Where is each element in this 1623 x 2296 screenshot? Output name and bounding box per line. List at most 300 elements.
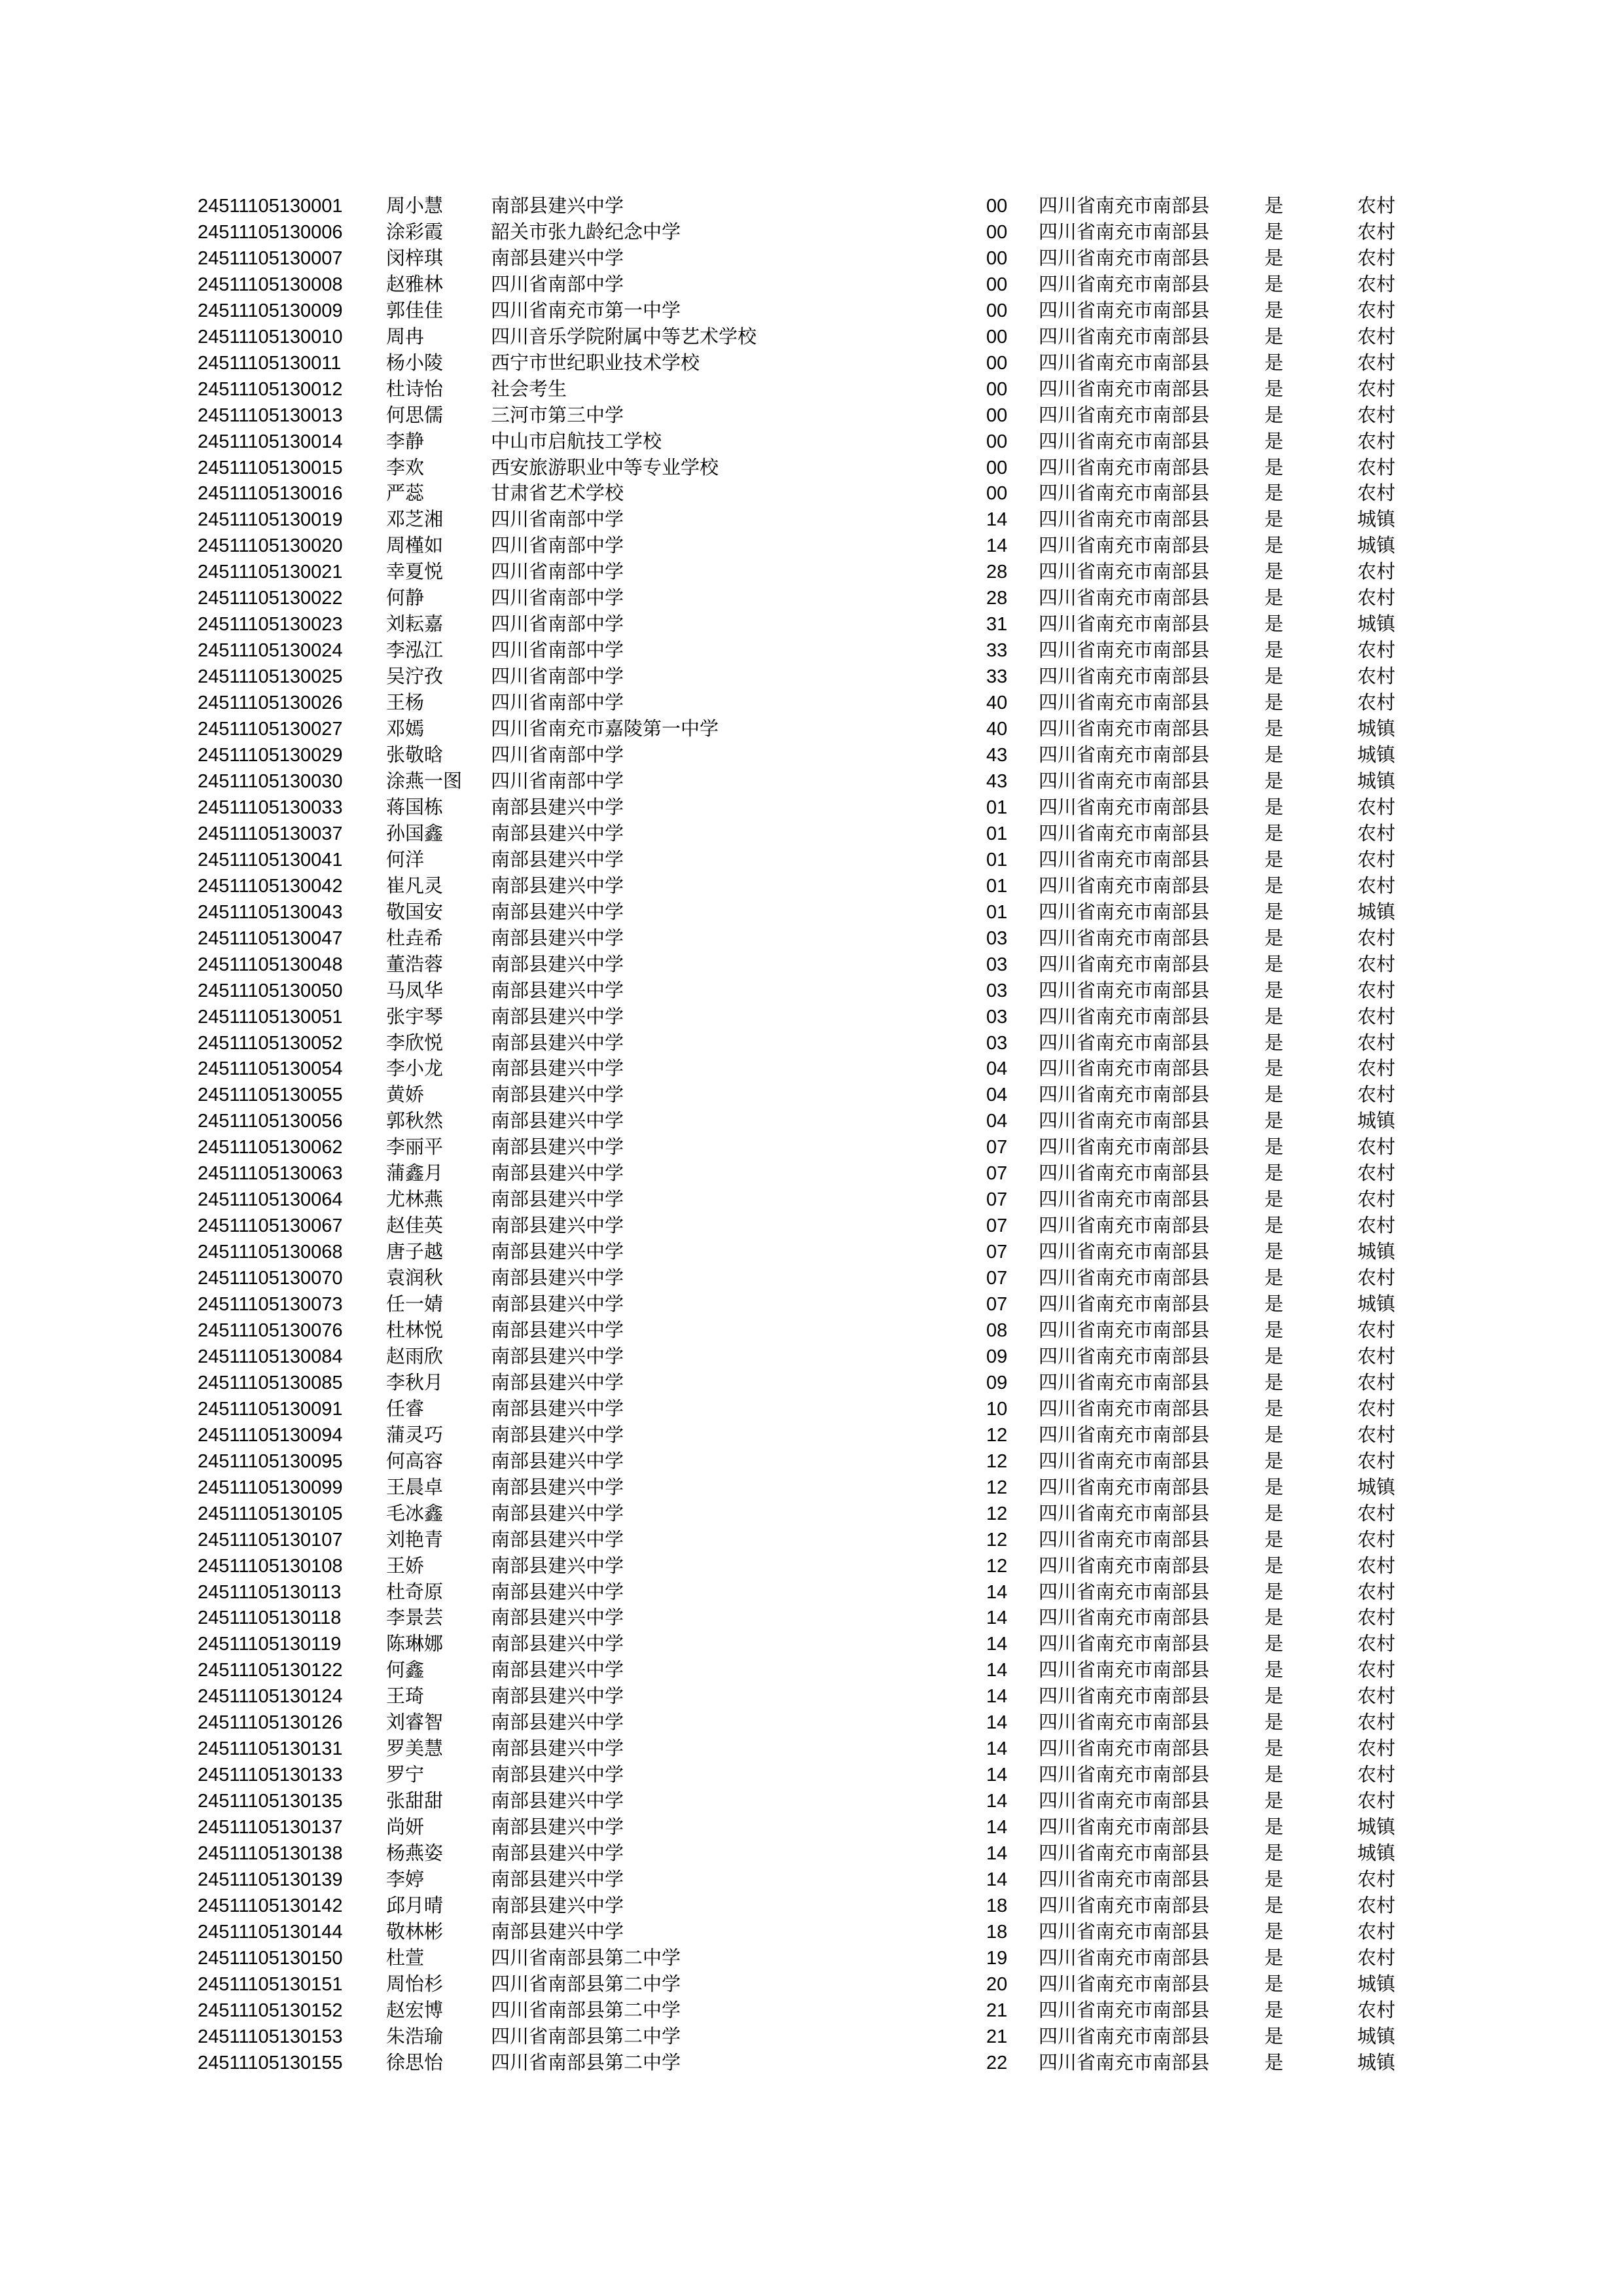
residence-cell: 四川省南充市南部县 — [1039, 1450, 1210, 1472]
residence-cell: 四川省南充市南部县 — [1039, 404, 1210, 426]
category-code-cell: 00 — [986, 457, 1008, 478]
eligibility-flag-cell: 是 — [1264, 1268, 1284, 1289]
household-type-cell: 农村 — [1357, 326, 1396, 348]
table-row — [198, 298, 1410, 325]
eligibility-flag-cell: 是 — [1264, 1398, 1284, 1420]
household-type-cell: 农村 — [1357, 1058, 1396, 1080]
school-name-cell: 西安旅游职业中等专业学校 — [491, 457, 719, 478]
eligibility-flag-cell: 是 — [1264, 1372, 1284, 1393]
table-row — [198, 456, 1410, 482]
school-name-cell: 南部县建兴中学 — [491, 875, 624, 897]
student-name-cell: 蒲灵巧 — [386, 1424, 444, 1446]
table-row — [198, 821, 1410, 848]
school-name-cell: 南部县建兴中学 — [491, 1477, 624, 1498]
student-id-cell: 24511105130144 — [198, 1921, 343, 1943]
school-name-cell: 四川省南部中学 — [491, 562, 624, 583]
residence-cell: 四川省南充市南部县 — [1039, 927, 1210, 949]
household-type-cell: 农村 — [1357, 274, 1396, 295]
student-id-cell: 24511105130048 — [198, 954, 343, 975]
household-type-cell: 农村 — [1357, 1215, 1396, 1237]
table-row — [198, 429, 1410, 456]
student-name-cell: 马凤华 — [386, 980, 444, 1001]
student-name-cell: 敬林彬 — [386, 1921, 444, 1943]
school-name-cell: 南部县建兴中学 — [491, 1869, 624, 1890]
eligibility-flag-cell: 是 — [1264, 378, 1284, 400]
student-id-cell: 24511105130043 — [198, 901, 343, 923]
household-type-cell: 农村 — [1357, 666, 1396, 688]
eligibility-flag-cell: 是 — [1264, 1242, 1284, 1263]
eligibility-flag-cell: 是 — [1264, 1765, 1284, 1786]
household-type-cell: 农村 — [1357, 875, 1396, 897]
eligibility-flag-cell: 是 — [1264, 901, 1284, 923]
household-type-cell: 农村 — [1357, 1791, 1396, 1812]
table-row — [198, 1187, 1410, 1213]
residence-cell: 四川省南充市南部县 — [1039, 1163, 1210, 1185]
student-id-cell: 24511105130052 — [198, 1032, 343, 1054]
school-name-cell: 南部县建兴中学 — [491, 1032, 624, 1054]
eligibility-flag-cell: 是 — [1264, 1921, 1284, 1943]
category-code-cell: 14 — [986, 1634, 1008, 1655]
household-type-cell: 农村 — [1357, 1032, 1396, 1054]
school-name-cell: 南部县建兴中学 — [491, 1921, 624, 1943]
school-name-cell: 南部县建兴中学 — [491, 1817, 624, 1839]
table-row — [198, 1083, 1410, 1109]
student-id-cell: 24511105130012 — [198, 378, 343, 400]
residence-cell: 四川省南充市南部县 — [1039, 980, 1210, 1001]
student-id-cell: 24511105130029 — [198, 745, 343, 766]
residence-cell: 四川省南充市南部县 — [1039, 300, 1210, 321]
student-name-cell: 吴泞孜 — [386, 666, 444, 688]
eligibility-flag-cell: 是 — [1264, 614, 1284, 636]
student-id-cell: 24511105130019 — [198, 509, 343, 531]
household-type-cell: 农村 — [1357, 1634, 1396, 1655]
residence-cell: 四川省南充市南部县 — [1039, 509, 1210, 531]
eligibility-flag-cell: 是 — [1264, 326, 1284, 348]
category-code-cell: 03 — [986, 1006, 1008, 1028]
residence-cell: 四川省南充市南部县 — [1039, 1895, 1210, 1916]
student-id-cell: 24511105130107 — [198, 1529, 343, 1551]
category-code-cell: 00 — [986, 483, 1008, 505]
household-type-cell: 城镇 — [1357, 745, 1396, 766]
eligibility-flag-cell: 是 — [1264, 1555, 1284, 1577]
student-id-cell: 24511105130063 — [198, 1163, 343, 1185]
table-row — [198, 1789, 1410, 1815]
student-name-cell: 任睿 — [386, 1398, 425, 1420]
table-row — [198, 246, 1410, 272]
category-code-cell: 14 — [986, 1817, 1008, 1839]
eligibility-flag-cell: 是 — [1264, 1581, 1284, 1603]
eligibility-flag-cell: 是 — [1264, 562, 1284, 583]
category-code-cell: 01 — [986, 849, 1008, 870]
category-code-cell: 00 — [986, 274, 1008, 295]
student-id-cell: 24511105130037 — [198, 823, 343, 844]
table-row — [198, 351, 1410, 377]
table-row — [198, 377, 1410, 403]
eligibility-flag-cell: 是 — [1264, 875, 1284, 897]
residence-cell: 四川省南充市南部县 — [1039, 666, 1210, 688]
residence-cell: 四川省南充市南部县 — [1039, 196, 1210, 217]
household-type-cell: 农村 — [1357, 562, 1396, 583]
student-name-cell: 李欢 — [386, 457, 425, 478]
eligibility-flag-cell: 是 — [1264, 1032, 1284, 1054]
household-type-cell: 农村 — [1357, 640, 1396, 662]
residence-cell: 四川省南充市南部县 — [1039, 1111, 1210, 1132]
category-code-cell: 07 — [986, 1163, 1008, 1185]
student-id-cell: 24511105130091 — [198, 1398, 343, 1420]
eligibility-flag-cell: 是 — [1264, 1791, 1284, 1812]
student-name-cell: 尚妍 — [386, 1817, 425, 1839]
category-code-cell: 04 — [986, 1085, 1008, 1106]
category-code-cell: 01 — [986, 797, 1008, 818]
student-name-cell: 朱浩瑜 — [386, 2026, 444, 2047]
school-name-cell: 南部县建兴中学 — [491, 1058, 624, 1080]
residence-cell: 四川省南充市南部县 — [1039, 326, 1210, 348]
category-code-cell: 07 — [986, 1294, 1008, 1316]
eligibility-flag-cell: 是 — [1264, 1607, 1284, 1629]
residence-cell: 四川省南充市南部县 — [1039, 954, 1210, 975]
student-id-cell: 24511105130084 — [198, 1346, 343, 1367]
category-code-cell: 31 — [986, 614, 1008, 636]
table-row — [198, 612, 1410, 638]
school-name-cell: 四川省南部中学 — [491, 535, 624, 557]
student-id-cell: 24511105130108 — [198, 1555, 343, 1577]
student-id-cell: 24511105130051 — [198, 1006, 343, 1028]
household-type-cell: 农村 — [1357, 980, 1396, 1001]
table-row — [198, 1161, 1410, 1187]
student-name-cell: 崔凡灵 — [386, 875, 444, 897]
category-code-cell: 08 — [986, 1319, 1008, 1341]
student-name-cell: 杜诗怡 — [386, 378, 444, 400]
school-name-cell: 四川省南部中学 — [491, 666, 624, 688]
residence-cell: 四川省南充市南部县 — [1039, 1477, 1210, 1498]
household-type-cell: 农村 — [1357, 823, 1396, 844]
school-name-cell: 四川省南部县第二中学 — [491, 2026, 681, 2047]
residence-cell: 四川省南充市南部县 — [1039, 1581, 1210, 1603]
eligibility-flag-cell: 是 — [1264, 483, 1284, 505]
table-row — [198, 1972, 1410, 1998]
student-name-cell: 李婷 — [386, 1869, 425, 1890]
residence-cell: 四川省南充市南部县 — [1039, 588, 1210, 609]
eligibility-flag-cell: 是 — [1264, 535, 1284, 557]
student-id-cell: 24511105130135 — [198, 1791, 343, 1812]
student-name-cell: 徐思怡 — [386, 2052, 444, 2073]
residence-cell: 四川省南充市南部县 — [1039, 1686, 1210, 1708]
student-name-cell: 何鑫 — [386, 1660, 425, 1681]
category-code-cell: 40 — [986, 719, 1008, 740]
household-type-cell: 农村 — [1357, 954, 1396, 975]
household-type-cell: 农村 — [1357, 1555, 1396, 1577]
school-name-cell: 四川省南部县第二中学 — [491, 1947, 681, 1969]
school-name-cell: 南部县建兴中学 — [491, 1163, 624, 1185]
category-code-cell: 07 — [986, 1137, 1008, 1158]
residence-cell: 四川省南充市南部县 — [1039, 1424, 1210, 1446]
school-name-cell: 四川省南部中学 — [491, 770, 624, 792]
student-name-cell: 幸夏悦 — [386, 562, 444, 583]
table-row — [198, 1056, 1410, 1083]
category-code-cell: 22 — [986, 2052, 1008, 2073]
household-type-cell: 农村 — [1357, 1319, 1396, 1341]
category-code-cell: 14 — [986, 1712, 1008, 1734]
category-code-cell: 00 — [986, 378, 1008, 400]
school-name-cell: 四川省南充市嘉陵第一中学 — [491, 719, 719, 740]
student-name-cell: 刘艳青 — [386, 1529, 444, 1551]
school-name-cell: 南部县建兴中学 — [491, 797, 624, 818]
household-type-cell: 农村 — [1357, 849, 1396, 870]
student-name-cell: 王娇 — [386, 1555, 425, 1577]
eligibility-flag-cell: 是 — [1264, 640, 1284, 662]
category-code-cell: 12 — [986, 1477, 1008, 1498]
household-type-cell: 城镇 — [1357, 614, 1396, 636]
student-name-cell: 邓嫣 — [386, 719, 425, 740]
table-row — [198, 717, 1410, 743]
eligibility-flag-cell: 是 — [1264, 719, 1284, 740]
household-type-cell: 农村 — [1357, 1006, 1396, 1028]
eligibility-flag-cell: 是 — [1264, 1189, 1284, 1211]
category-code-cell: 18 — [986, 1921, 1008, 1943]
student-name-cell: 闵梓琪 — [386, 247, 444, 269]
student-name-cell: 杜奇原 — [386, 1581, 444, 1603]
category-code-cell: 14 — [986, 1686, 1008, 1708]
household-type-cell: 城镇 — [1357, 1111, 1396, 1132]
category-code-cell: 04 — [986, 1058, 1008, 1080]
school-name-cell: 南部县建兴中学 — [491, 1791, 624, 1812]
household-type-cell: 城镇 — [1357, 901, 1396, 923]
eligibility-flag-cell: 是 — [1264, 1817, 1284, 1839]
household-type-cell: 农村 — [1357, 1947, 1396, 1969]
category-code-cell: 43 — [986, 745, 1008, 766]
category-code-cell: 20 — [986, 1973, 1008, 1995]
table-row — [198, 507, 1410, 533]
eligibility-flag-cell: 是 — [1264, 1319, 1284, 1341]
student-name-cell: 罗宁 — [386, 1765, 425, 1786]
eligibility-flag-cell: 是 — [1264, 1895, 1284, 1916]
student-id-cell: 24511105130122 — [198, 1660, 343, 1681]
student-name-cell: 罗美慧 — [386, 1738, 444, 1760]
table-row — [198, 1292, 1410, 1318]
table-row — [198, 220, 1410, 246]
category-code-cell: 14 — [986, 509, 1008, 531]
category-code-cell: 00 — [986, 404, 1008, 426]
household-type-cell: 城镇 — [1357, 1242, 1396, 1263]
student-id-cell: 24511105130007 — [198, 247, 343, 269]
category-code-cell: 00 — [986, 221, 1008, 243]
eligibility-flag-cell: 是 — [1264, 1294, 1284, 1316]
category-code-cell: 14 — [986, 1843, 1008, 1865]
student-id-cell: 24511105130022 — [198, 588, 343, 609]
eligibility-flag-cell: 是 — [1264, 770, 1284, 792]
eligibility-flag-cell: 是 — [1264, 1450, 1284, 1472]
table-row — [198, 1005, 1410, 1031]
residence-cell: 四川省南充市南部县 — [1039, 692, 1210, 714]
table-row — [198, 586, 1410, 612]
residence-cell: 四川省南充市南部县 — [1039, 1319, 1210, 1341]
eligibility-flag-cell: 是 — [1264, 2052, 1284, 2073]
eligibility-flag-cell: 是 — [1264, 1686, 1284, 1708]
school-name-cell: 四川省南部中学 — [491, 274, 624, 295]
student-name-cell: 赵宏博 — [386, 2000, 444, 2021]
household-type-cell: 城镇 — [1357, 535, 1396, 557]
student-id-cell: 24511105130068 — [198, 1242, 343, 1263]
student-id-cell: 24511105130076 — [198, 1319, 343, 1341]
table-row — [198, 664, 1410, 691]
school-name-cell: 南部县建兴中学 — [491, 1319, 624, 1341]
table-row — [198, 1371, 1410, 1397]
eligibility-flag-cell: 是 — [1264, 1738, 1284, 1760]
eligibility-flag-cell: 是 — [1264, 1137, 1284, 1158]
school-name-cell: 南部县建兴中学 — [491, 196, 624, 217]
student-id-cell: 24511105130150 — [198, 1947, 343, 1969]
eligibility-flag-cell: 是 — [1264, 1085, 1284, 1106]
household-type-cell: 农村 — [1357, 927, 1396, 949]
student-id-cell: 24511105130041 — [198, 849, 343, 870]
student-id-cell: 24511105130009 — [198, 300, 343, 321]
student-name-cell: 杜萱 — [386, 1947, 425, 1969]
residence-cell: 四川省南充市南部县 — [1039, 1137, 1210, 1158]
student-id-cell: 24511105130094 — [198, 1424, 343, 1446]
student-id-cell: 24511105130073 — [198, 1294, 343, 1316]
eligibility-flag-cell: 是 — [1264, 457, 1284, 478]
student-id-cell: 24511105130055 — [198, 1085, 343, 1106]
table-row — [198, 1397, 1410, 1423]
table-row — [198, 900, 1410, 926]
table-row — [198, 533, 1410, 560]
household-type-cell: 城镇 — [1357, 1477, 1396, 1498]
residence-cell: 四川省南充市南部县 — [1039, 378, 1210, 400]
residence-cell: 四川省南充市南部县 — [1039, 1032, 1210, 1054]
student-id-cell: 24511105130016 — [198, 483, 343, 505]
student-id-cell: 24511105130118 — [198, 1607, 342, 1629]
table-row — [198, 194, 1410, 220]
household-type-cell: 农村 — [1357, 457, 1396, 478]
category-code-cell: 04 — [986, 1111, 1008, 1132]
category-code-cell: 10 — [986, 1398, 1008, 1420]
table-row — [198, 2024, 1410, 2051]
household-type-cell: 农村 — [1357, 1450, 1396, 1472]
student-id-cell: 24511105130095 — [198, 1450, 343, 1472]
household-type-cell: 农村 — [1357, 1268, 1396, 1289]
table-row — [198, 848, 1410, 874]
student-id-cell: 24511105130013 — [198, 404, 343, 426]
household-type-cell: 农村 — [1357, 1085, 1396, 1106]
eligibility-flag-cell: 是 — [1264, 692, 1284, 714]
table-row — [198, 1815, 1410, 1841]
residence-cell: 四川省南充市南部县 — [1039, 535, 1210, 557]
school-name-cell: 南部县建兴中学 — [491, 954, 624, 975]
category-code-cell: 09 — [986, 1346, 1008, 1367]
student-name-cell: 何洋 — [386, 849, 425, 870]
school-name-cell: 社会考生 — [491, 378, 567, 400]
table-row — [198, 272, 1410, 298]
school-name-cell: 南部县建兴中学 — [491, 1738, 624, 1760]
eligibility-flag-cell: 是 — [1264, 1215, 1284, 1237]
eligibility-flag-cell: 是 — [1264, 927, 1284, 949]
table-row — [198, 325, 1410, 351]
eligibility-flag-cell: 是 — [1264, 797, 1284, 818]
student-id-cell: 24511105130064 — [198, 1189, 343, 1211]
student-id-cell: 24511105130155 — [198, 2052, 343, 2073]
household-type-cell: 农村 — [1357, 1581, 1396, 1603]
eligibility-flag-cell: 是 — [1264, 352, 1284, 374]
school-name-cell: 南部县建兴中学 — [491, 901, 624, 923]
table-row — [198, 978, 1410, 1005]
student-roster-table — [198, 194, 1410, 2077]
residence-cell: 四川省南充市南部县 — [1039, 562, 1210, 583]
student-name-cell: 杨小陵 — [386, 352, 444, 374]
student-name-cell: 杜林悦 — [386, 1319, 444, 1341]
table-row — [198, 1528, 1410, 1554]
category-code-cell: 12 — [986, 1503, 1008, 1524]
school-name-cell: 四川省南部中学 — [491, 588, 624, 609]
category-code-cell: 14 — [986, 1607, 1008, 1629]
eligibility-flag-cell: 是 — [1264, 745, 1284, 766]
residence-cell: 四川省南充市南部县 — [1039, 2052, 1210, 2073]
household-type-cell: 城镇 — [1357, 2026, 1396, 2047]
student-id-cell: 24511105130105 — [198, 1503, 343, 1524]
student-name-cell: 陈琳娜 — [386, 1634, 444, 1655]
residence-cell: 四川省南充市南部县 — [1039, 1634, 1210, 1655]
category-code-cell: 14 — [986, 1738, 1008, 1760]
category-code-cell: 12 — [986, 1450, 1008, 1472]
household-type-cell: 农村 — [1357, 588, 1396, 609]
student-id-cell: 24511105130056 — [198, 1111, 343, 1132]
household-type-cell: 农村 — [1357, 378, 1396, 400]
student-id-cell: 24511105130151 — [198, 1973, 343, 1995]
student-id-cell: 24511105130054 — [198, 1058, 343, 1080]
residence-cell: 四川省南充市南部县 — [1039, 1765, 1210, 1786]
table-row — [198, 769, 1410, 795]
residence-cell: 四川省南充市南部县 — [1039, 1791, 1210, 1812]
eligibility-flag-cell: 是 — [1264, 588, 1284, 609]
residence-cell: 四川省南充市南部县 — [1039, 1843, 1210, 1865]
school-name-cell: 四川省南部中学 — [491, 509, 624, 531]
school-name-cell: 四川音乐学院附属中等艺术学校 — [491, 326, 757, 348]
household-type-cell: 农村 — [1357, 1503, 1396, 1524]
household-type-cell: 农村 — [1357, 1660, 1396, 1681]
category-code-cell: 00 — [986, 196, 1008, 217]
household-type-cell: 城镇 — [1357, 2052, 1396, 2073]
household-type-cell: 农村 — [1357, 300, 1396, 321]
student-name-cell: 赵雨欣 — [386, 1346, 444, 1367]
eligibility-flag-cell: 是 — [1264, 666, 1284, 688]
table-row — [198, 1266, 1410, 1292]
eligibility-flag-cell: 是 — [1264, 2026, 1284, 2047]
table-row — [198, 1658, 1410, 1684]
table-row — [198, 1344, 1410, 1371]
household-type-cell: 农村 — [1357, 1137, 1396, 1158]
school-name-cell: 四川省南部县第二中学 — [491, 2052, 681, 2073]
student-id-cell: 24511105130153 — [198, 2026, 343, 2047]
school-name-cell: 韶关市张九龄纪念中学 — [491, 221, 681, 243]
residence-cell: 四川省南充市南部县 — [1039, 849, 1210, 870]
residence-cell: 四川省南充市南部县 — [1039, 1372, 1210, 1393]
school-name-cell: 南部县建兴中学 — [491, 1555, 624, 1577]
school-name-cell: 三河市第三中学 — [491, 404, 624, 426]
household-type-cell: 农村 — [1357, 1346, 1396, 1367]
student-name-cell: 周槿如 — [386, 535, 444, 557]
student-name-cell: 李泓江 — [386, 640, 444, 662]
household-type-cell: 城镇 — [1357, 1817, 1396, 1839]
school-name-cell: 四川省南部中学 — [491, 692, 624, 714]
student-name-cell: 刘耘嘉 — [386, 614, 444, 636]
student-id-cell: 24511105130126 — [198, 1712, 343, 1734]
household-type-cell: 农村 — [1357, 247, 1396, 269]
school-name-cell: 南部县建兴中学 — [491, 1450, 624, 1472]
category-code-cell: 01 — [986, 901, 1008, 923]
household-type-cell: 农村 — [1357, 1607, 1396, 1629]
category-code-cell: 12 — [986, 1529, 1008, 1551]
eligibility-flag-cell: 是 — [1264, 823, 1284, 844]
household-type-cell: 农村 — [1357, 2000, 1396, 2021]
